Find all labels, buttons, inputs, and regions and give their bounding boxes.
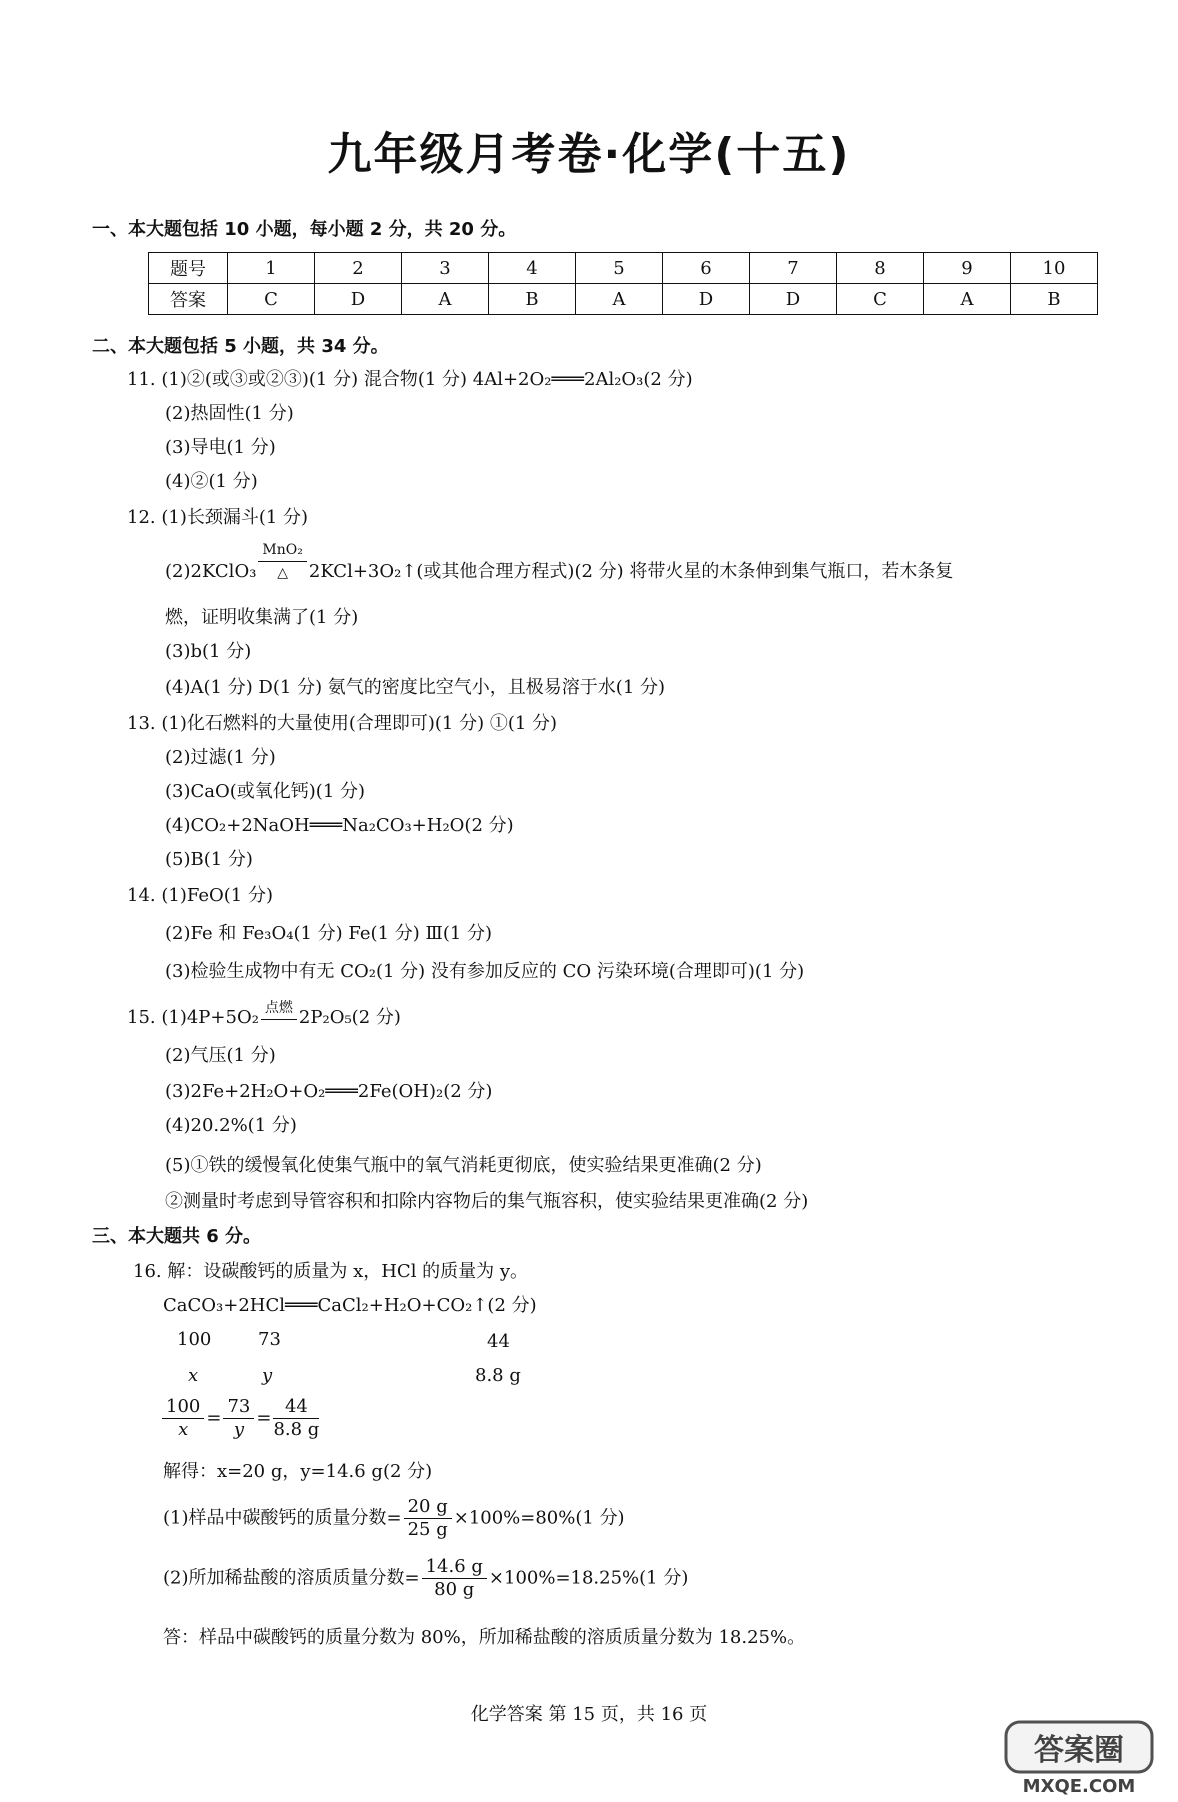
part-1-result: ×100%=80%(1 分) bbox=[453, 1507, 625, 1529]
q15-reactant: 15. (1)4P+5O₂ bbox=[127, 1007, 259, 1028]
denominator: 25 g bbox=[407, 1519, 448, 1540]
q15-line-5: (5)①铁的缓慢氧化使集气瓶中的氧气消耗更彻底，使实验结果更准确(2 分) bbox=[165, 1155, 762, 1176]
watermark-logo bbox=[1004, 1718, 1154, 1798]
q11-line-3: (3)导电(1 分) bbox=[165, 437, 276, 458]
q15-product: 2P₂O₅(2 分) bbox=[298, 1007, 401, 1028]
q13-line-5: (5)B(1 分) bbox=[165, 849, 253, 870]
var-x: x bbox=[188, 1365, 199, 1386]
reaction-condition bbox=[258, 539, 306, 584]
section-3-heading: 三、本大题共 6 分。 bbox=[92, 1226, 262, 1247]
molar-mass-hcl: 73 bbox=[258, 1329, 281, 1350]
answer-cell: D bbox=[750, 284, 837, 315]
q11-line-4: (4)②(1 分) bbox=[165, 471, 258, 492]
number-cell: 7 bbox=[750, 253, 837, 284]
number-cell: 10 bbox=[1011, 253, 1098, 284]
ignite-label: 点燃 bbox=[261, 997, 297, 1020]
denominator: 8.8 g bbox=[273, 1419, 320, 1440]
numerator: 44 bbox=[273, 1396, 319, 1419]
number-cell: 5 bbox=[576, 253, 663, 284]
q15-line-6: ②测量时考虑到导管容积和扣除内容物后的集气瓶容积，使实验结果更准确(2 分) bbox=[165, 1191, 809, 1212]
number-cell: 2 bbox=[315, 253, 402, 284]
q12-line-1: 12. (1)长颈漏斗(1 分) bbox=[127, 507, 309, 528]
answer-cell: A bbox=[402, 284, 489, 315]
q12-reactant: (2)2KClO₃ bbox=[165, 561, 257, 582]
q12-line-4: (3)b(1 分) bbox=[165, 641, 252, 662]
fraction bbox=[273, 1396, 319, 1441]
answer-cell: C bbox=[228, 284, 315, 315]
page-title: 九年级月考卷·化学(十五) bbox=[327, 129, 851, 180]
q11-line-1: 11. (1)②(或③或②③)(1 分) 混合物(1 分) 4Al+2O₂═══2Al₂O₃(2 分) bbox=[127, 369, 693, 390]
answer-table bbox=[148, 252, 1098, 315]
q14-line-3: (3)检验生成物中有无 CO₂(1 分) 没有参加反应的 CO 污染环境(合理即可)(1 分) bbox=[165, 961, 805, 982]
q12-line-5: (4)A(1 分) D(1 分) 氨气的密度比空气小，且极易溶于水(1 分) bbox=[165, 677, 666, 698]
page-footer: 化学答案 第 15 页，共 16 页 bbox=[470, 1704, 708, 1725]
solve-line: 解得：x=20 g，y=14.6 g(2 分) bbox=[163, 1461, 433, 1482]
co2-mass: 8.8 g bbox=[475, 1365, 521, 1386]
answer-cell: C bbox=[837, 284, 924, 315]
var-y: y bbox=[262, 1365, 273, 1386]
q15-line-1 bbox=[127, 999, 401, 1030]
svg-text:MXQE.COM: MXQE.COM bbox=[1022, 1776, 1136, 1797]
molar-mass-caco3: 100 bbox=[177, 1329, 212, 1350]
q15-line-4: (4)20.2%(1 分) bbox=[165, 1115, 297, 1136]
q12-line-2 bbox=[165, 541, 954, 584]
fraction bbox=[404, 1496, 452, 1541]
part-1-calc bbox=[163, 1496, 625, 1541]
answer-cell: B bbox=[489, 284, 576, 315]
q13-line-2: (2)过滤(1 分) bbox=[165, 747, 276, 768]
numerator: 14.6 g bbox=[422, 1556, 487, 1579]
denominator: x bbox=[178, 1419, 189, 1440]
final-answer: 答：样品中碳酸钙的质量分数为 80%，所加稀盐酸的溶质质量分数为 18.25%。 bbox=[163, 1627, 806, 1648]
catalyst-label: MnO₂ bbox=[258, 539, 306, 562]
heat-symbol: △ bbox=[277, 564, 289, 581]
number-cell: 9 bbox=[924, 253, 1011, 284]
q15-line-3: (3)2Fe+2H₂O+O₂═══2Fe(OH)₂(2 分) bbox=[165, 1081, 493, 1102]
q16-line-1: 16. 解：设碳酸钙的质量为 x，HCl 的质量为 y。 bbox=[133, 1261, 529, 1282]
answer-cell: D bbox=[315, 284, 402, 315]
q16-equation: CaCO₃+2HCl═══CaCl₂+H₂O+CO₂↑(2 分) bbox=[163, 1295, 537, 1316]
table-row-answers bbox=[149, 284, 1098, 315]
q14-line-1: 14. (1)FeO(1 分) bbox=[127, 885, 273, 906]
numerator: 20 g bbox=[404, 1496, 452, 1519]
number-cell: 3 bbox=[402, 253, 489, 284]
number-cell: 6 bbox=[663, 253, 750, 284]
table-row-numbers bbox=[149, 253, 1098, 284]
number-cell: 4 bbox=[489, 253, 576, 284]
q11-line-2: (2)热固性(1 分) bbox=[165, 403, 294, 424]
answer-cell: D bbox=[663, 284, 750, 315]
answer-cell: A bbox=[924, 284, 1011, 315]
header-cell: 题号 bbox=[149, 253, 228, 284]
part-1-label: (1)样品中碳酸钙的质量分数= bbox=[163, 1507, 402, 1529]
proportion-equation: $\frac{100}{x}$ = $\frac{73}{y}$ = $\frac{44}{8.8 g}$ bbox=[160, 1396, 321, 1441]
q14-line-2: (2)Fe 和 Fe₃O₄(1 分) Fe(1 分) Ⅲ(1 分) bbox=[165, 923, 493, 944]
denominator: 80 g bbox=[434, 1579, 475, 1600]
fraction bbox=[162, 1396, 204, 1441]
denominator: y bbox=[233, 1419, 244, 1440]
q12-line-3: 燃，证明收集满了(1 分) bbox=[165, 607, 359, 628]
q13-line-4: (4)CO₂+2NaOH═══Na₂CO₃+H₂O(2 分) bbox=[165, 815, 514, 836]
part-2-label: (2)所加稀盐酸的溶质质量分数= bbox=[163, 1567, 420, 1589]
number-cell: 1 bbox=[228, 253, 315, 284]
molar-mass-co2: 44 bbox=[487, 1331, 510, 1352]
answer-cell: B bbox=[1011, 284, 1098, 315]
reaction-condition bbox=[261, 997, 297, 1020]
numerator: 73 bbox=[223, 1396, 254, 1419]
fraction bbox=[223, 1396, 254, 1441]
part-2-result: ×100%=18.25%(1 分) bbox=[488, 1567, 689, 1589]
number-cell: 8 bbox=[837, 253, 924, 284]
watermark-graphic bbox=[1004, 1718, 1154, 1798]
answer-cell: A bbox=[576, 284, 663, 315]
fraction bbox=[422, 1556, 487, 1601]
q12-product: 2KCl+3O₂↑(或其他合理方程式)(2 分) 将带火星的木条伸到集气瓶口，若木条复 bbox=[308, 561, 954, 582]
header-cell: 答案 bbox=[149, 284, 228, 315]
section-2-heading: 二、本大题包括 5 小题，共 34 分。 bbox=[92, 336, 389, 357]
svg-text:答案圈: 答案圈 bbox=[1034, 1733, 1124, 1768]
q13-line-3: (3)CaO(或氧化钙)(1 分) bbox=[165, 781, 366, 802]
q15-line-2: (2)气压(1 分) bbox=[165, 1045, 276, 1066]
q13-line-1: 13. (1)化石燃料的大量使用(合理即可)(1 分) ①(1 分) bbox=[127, 713, 558, 734]
numerator: 100 bbox=[162, 1396, 204, 1419]
section-1-heading: 一、本大题包括 10 小题，每小题 2 分，共 20 分。 bbox=[92, 219, 517, 240]
part-2-calc bbox=[163, 1556, 688, 1601]
